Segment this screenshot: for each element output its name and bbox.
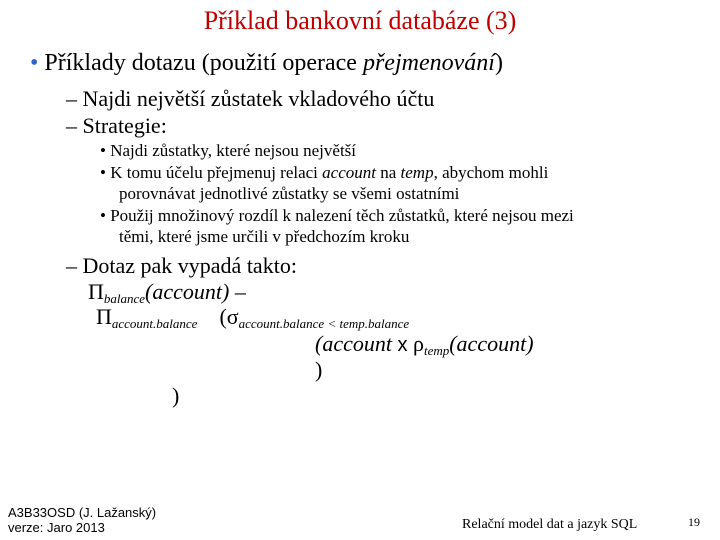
pi-subscript-account-balance: account.balance xyxy=(111,316,198,331)
sigma-open: (σ xyxy=(219,304,239,329)
dash-item-1: – Najdi největší zůstatek vkladového účtu xyxy=(66,86,435,111)
rho-subscript-temp: temp xyxy=(423,343,450,358)
pi-subscript-balance: balance xyxy=(103,291,146,306)
footer-version: verze: Jaro 2013 xyxy=(8,520,105,535)
footer-center: Relační model dat a jazyk SQL xyxy=(462,517,638,532)
cartesian-product-symbol: x xyxy=(397,334,408,356)
bullet-main-close: ) xyxy=(494,50,503,76)
expression-arg1: (account) – xyxy=(145,279,246,304)
bullet-main-italic: přejmenování xyxy=(362,50,495,76)
sub-item-1-text: Najdi zůstatky, které nejsou největší xyxy=(110,141,357,160)
sub-item-2-italic-temp: temp xyxy=(400,163,434,182)
bullet-main-text: Příklady dotazu (použití operace xyxy=(44,50,363,76)
pi-symbol: Π xyxy=(88,279,104,304)
expression-line-3 xyxy=(315,331,534,359)
sub-item-3-text: Použij množinový rozdíl k nalezení těch zůstatků, které nejsou mezi xyxy=(110,206,574,225)
footer-left xyxy=(8,505,156,535)
expression-close-paren-1: ) xyxy=(315,357,323,382)
page-number: 19 xyxy=(688,515,700,529)
sub-item-2-c: , abychom mohli xyxy=(433,163,549,182)
pi-symbol-2: Π xyxy=(96,304,112,329)
dash-item-3: – Dotaz pak vypadá takto: xyxy=(66,253,297,278)
sub-item-2-b: na xyxy=(375,163,401,182)
dash-item-3-text: Dotaz pak vypadá takto: xyxy=(82,253,297,278)
sigma-subscript-condition: account.balance < temp.balance xyxy=(238,316,410,331)
sub-item-2-italic-account: account xyxy=(322,163,376,182)
footer-course: A3B33OSD (J. Lažanský) xyxy=(8,505,157,520)
dash-item-1-text: Najdi největší zůstatek vkladového účtu xyxy=(82,86,435,111)
expression-close-paren-2: ) xyxy=(172,383,180,408)
sub-item-3-line2: těmi, které jsme určili v předchozím kroku xyxy=(119,227,410,246)
bullet-main xyxy=(30,50,503,77)
slide-title: Příklad bankovní databáze (3) xyxy=(203,6,517,35)
sub-item-1: • Najdi zůstatky, které nejsou největší xyxy=(100,141,357,160)
dash-item-2: – Strategie: xyxy=(66,113,167,138)
expression-account-open: (account xyxy=(315,331,392,356)
sub-item-2: • K tomu účelu přejmenuj relaci account na temp, abychom mohli xyxy=(100,163,549,182)
expression-line-2 xyxy=(96,304,409,332)
sub-item-3: • Použij množinový rozdíl k nalezení těch zůstatků, které nejsou mezi xyxy=(100,206,574,225)
expression-account-close: (account) xyxy=(449,331,534,356)
dash-item-2-text: Strategie: xyxy=(82,113,167,138)
rho-symbol: ρ xyxy=(412,331,424,356)
sub-item-2-line2: porovnávat jednotlivé zůstatky se všemi ostatními xyxy=(119,184,460,203)
sub-item-2-a: K tomu účelu přejmenuj relaci xyxy=(110,163,323,182)
expression-line-1 xyxy=(88,279,246,307)
bullet-dot-icon: • xyxy=(30,50,39,76)
